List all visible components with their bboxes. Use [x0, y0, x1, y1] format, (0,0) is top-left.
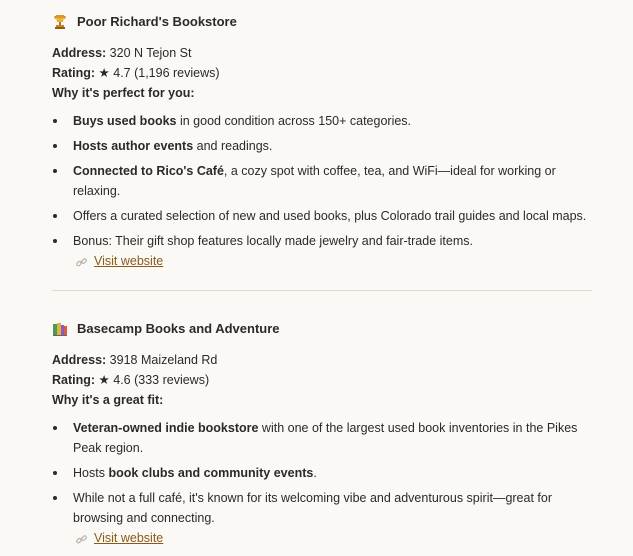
divider	[52, 290, 592, 291]
store-meta	[52, 350, 612, 410]
list-item	[52, 231, 597, 271]
why-label: Why it's a great fit:	[52, 393, 164, 407]
store-name: Basecamp Books and Adventure	[77, 321, 280, 336]
bullet-text: Bonus: Their gift shop features locally made jewelry and fair-trade items.	[73, 234, 473, 248]
store-name: Poor Richard's Bookstore	[77, 14, 237, 29]
bullet-bold: Buys used books	[73, 114, 177, 128]
store-title-row	[52, 318, 280, 340]
list-item	[52, 136, 597, 156]
bullet-bold: Veteran-owned indie bookstore	[73, 421, 259, 435]
address-value: 3918 Maizeland Rd	[109, 353, 218, 367]
list-item	[52, 161, 597, 201]
star-icon: ★	[98, 66, 110, 80]
bullet-text: and readings.	[193, 139, 273, 153]
bullet-bold: Connected to Rico's Café	[73, 164, 224, 178]
address-label: Address:	[52, 46, 107, 60]
visit-website-link[interactable]: Visit website	[94, 254, 164, 268]
bullet-bold: book clubs and community events	[108, 466, 314, 480]
bullet-text: Offers a curated selection of new and used books, plus Colorado trail guides and local maps.	[73, 209, 587, 223]
list-item	[52, 418, 597, 458]
website-link-row	[73, 528, 597, 548]
rating-line	[52, 63, 612, 83]
address-line	[52, 350, 612, 370]
bullet-text: , a cozy spot with coffee, tea, and WiFi—ideal for working or relaxing.	[73, 164, 556, 198]
store-meta	[52, 43, 612, 103]
why-line	[52, 390, 612, 410]
link-icon	[75, 255, 88, 268]
address-line	[52, 43, 612, 63]
address-value: 320 N Tejon St	[109, 46, 192, 60]
list-item	[52, 463, 597, 483]
store-title-row	[52, 11, 237, 33]
why-line	[52, 83, 612, 103]
reasons-list	[52, 418, 597, 553]
bullet-text: While not a full café, it's known for its welcoming vibe and adventurous spirit—great for browsing and connecting.	[73, 491, 552, 525]
address-label: Address:	[52, 353, 107, 367]
bullet-text: .	[313, 466, 317, 480]
rating-value: 4.7 (1,196 reviews)	[113, 66, 220, 80]
website-link-row	[73, 251, 597, 271]
rating-label: Rating:	[52, 373, 96, 387]
bullet-bold: Hosts author events	[73, 139, 194, 153]
books-icon	[52, 321, 68, 337]
trophy-icon	[52, 14, 68, 30]
link-icon	[75, 532, 88, 545]
bullet-text: Hosts	[73, 466, 109, 480]
list-item	[52, 111, 597, 131]
rating-value: 4.6 (333 reviews)	[113, 373, 210, 387]
reasons-list	[52, 111, 597, 276]
list-item	[52, 488, 597, 548]
rating-label: Rating:	[52, 66, 96, 80]
visit-website-link[interactable]: Visit website	[94, 531, 164, 545]
list-item	[52, 206, 597, 226]
bullet-text: with one of the largest used book inventories in the Pikes Peak region.	[73, 421, 578, 455]
bullet-text: in good condition across 150+ categories.	[176, 114, 412, 128]
star-icon: ★	[98, 373, 110, 387]
why-label: Why it's perfect for you:	[52, 86, 195, 100]
rating-line	[52, 370, 612, 390]
